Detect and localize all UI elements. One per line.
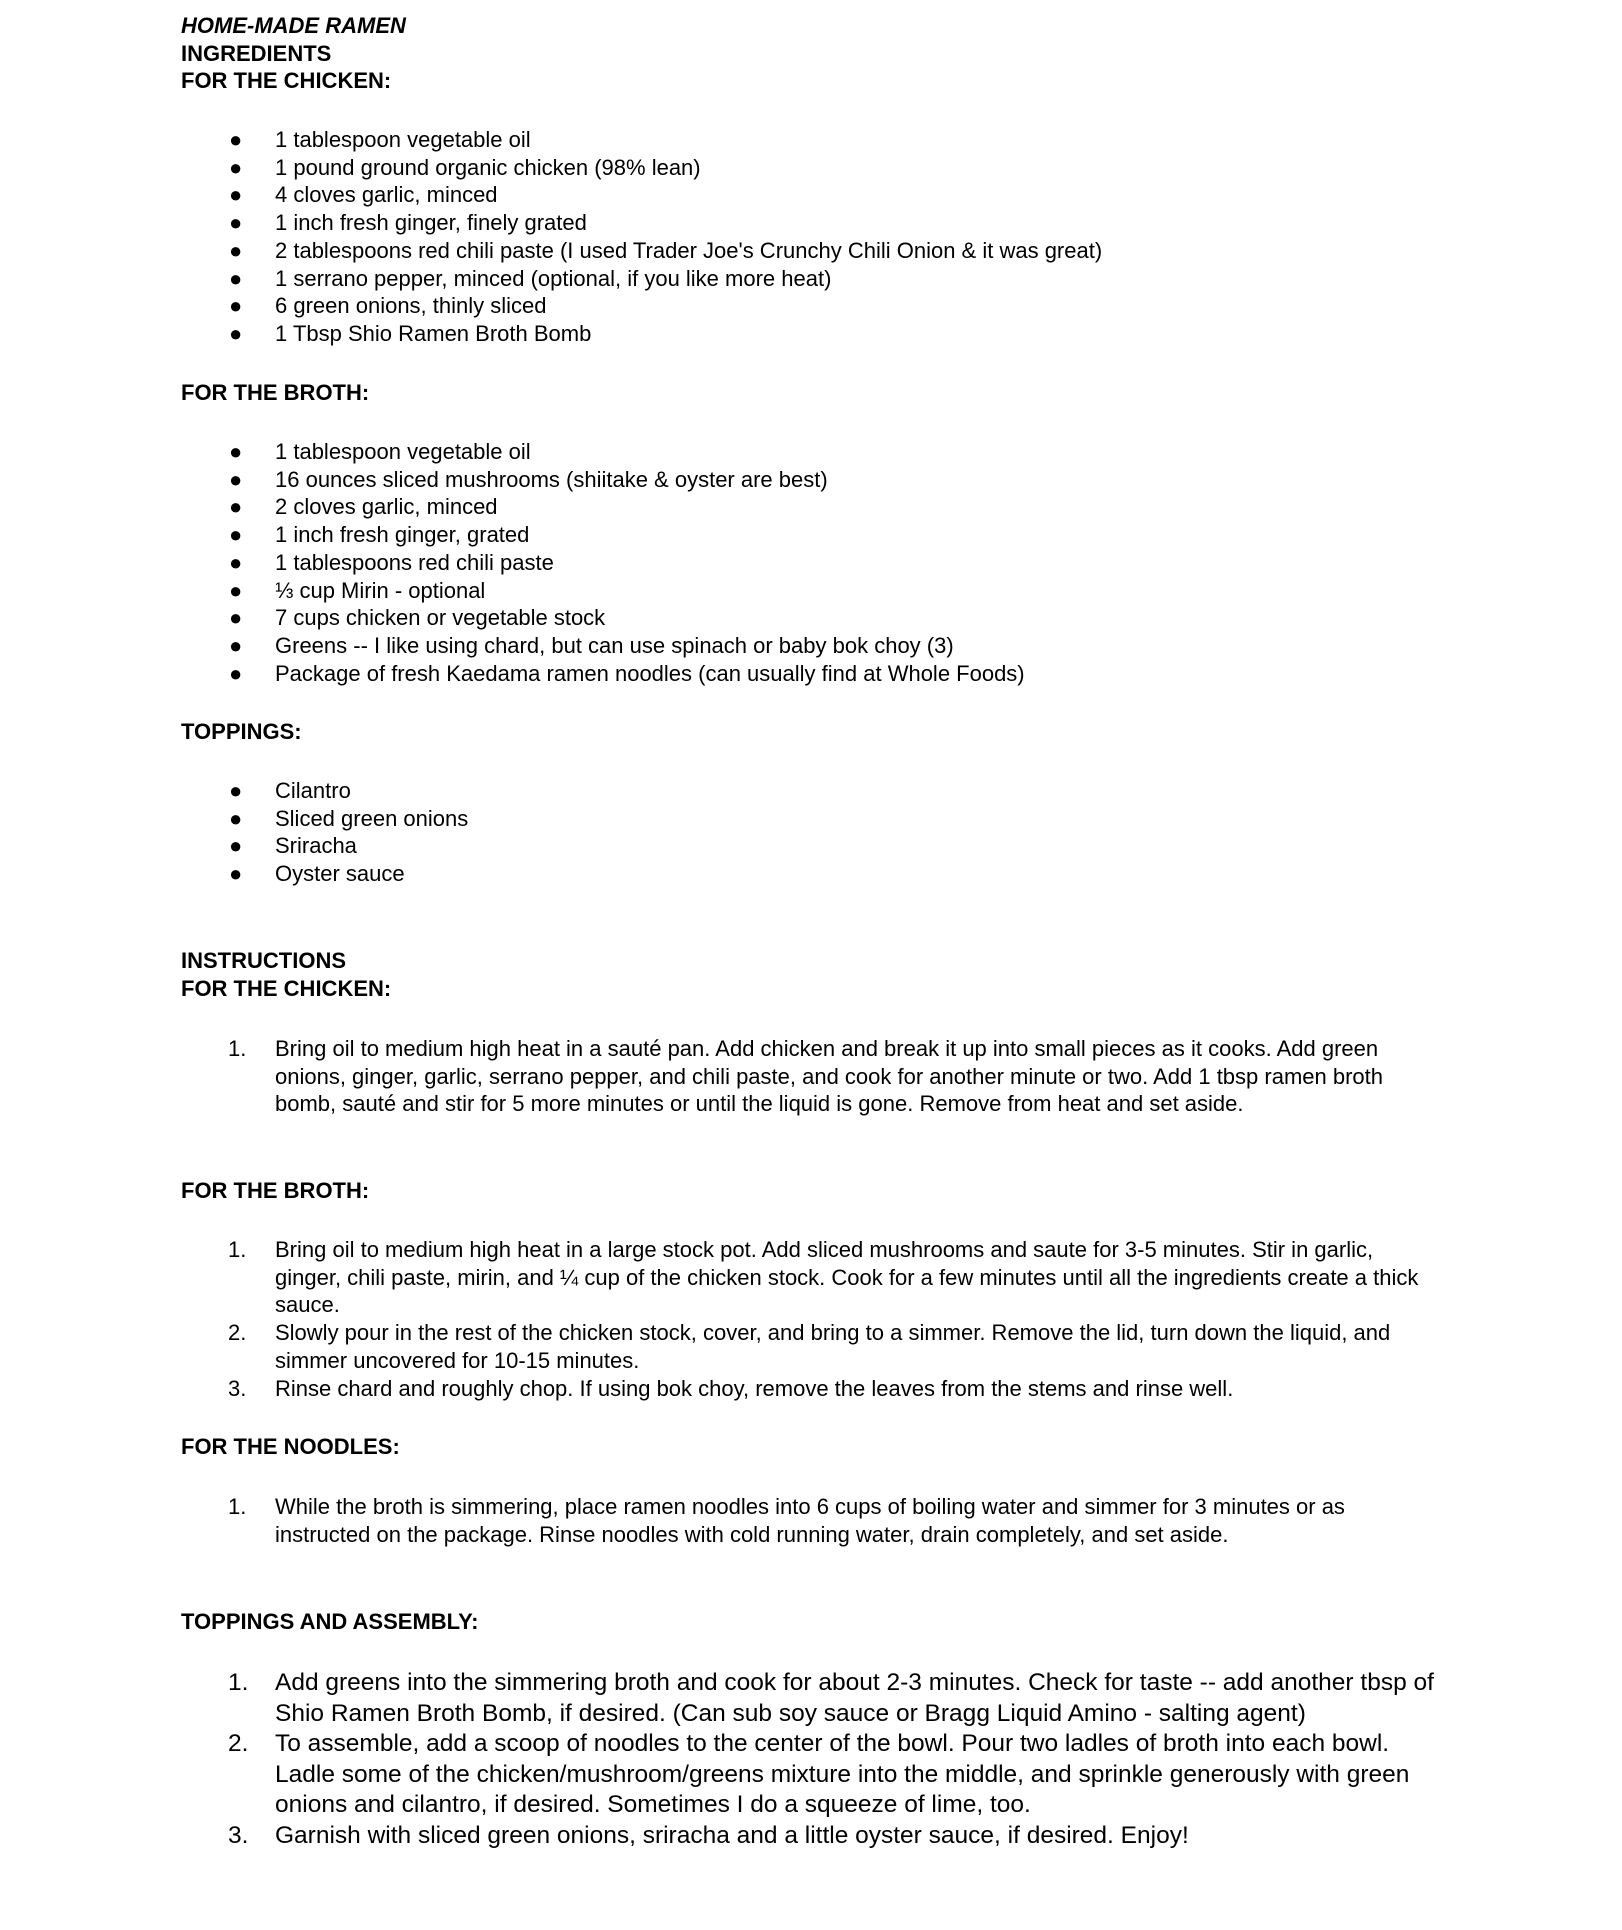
- instructions-heading: INSTRUCTIONS: [181, 948, 346, 973]
- bullet-icon: ●: [229, 466, 243, 492]
- toppings-heading: TOPPINGS:: [181, 719, 302, 744]
- step-text: Slowly pour in the rest of the chicken stock, cover, and bring to a simmer. Remove the lid, turn down the liquid, and simmer uncovered for 10-15 minutes.: [275, 1320, 1391, 1373]
- list-item: [0, 126, 1425, 154]
- step-text: Add greens into the simmering broth and cook for about 2-3 minutes. Check for taste -- add another tbsp of Shio Ramen Broth Bomb, if desired. (Can sub soy sauce or Bragg Liquid Amino - salting agent): [275, 1669, 1434, 1727]
- step-item: [0, 1319, 1425, 1374]
- list-item: [0, 265, 1425, 293]
- bullet-icon: ●: [229, 778, 243, 803]
- list-item: [0, 660, 1425, 688]
- bullet-icon: ●: [229, 861, 243, 887]
- item-text: 4 cloves garlic, minced: [275, 182, 498, 208]
- list-item: [0, 777, 1425, 805]
- broth-instructions-heading: FOR THE BROTH:: [181, 1178, 370, 1203]
- step-number: 1.: [228, 1036, 247, 1061]
- step-number: 1.: [228, 1669, 249, 1696]
- step-text: Bring oil to medium high heat in a sauté pan. Add chicken and break it up into small pieces as it cooks. Add green onions, ginger, garlic, serrano pepper, and chili paste, and cook for another minute or two. Add 1 tbsp ramen broth bomb, sauté and stir for 5 more minutes or until the liquid is gone. Remove from heat and set aside.: [275, 1036, 1384, 1117]
- item-text: 1 inch fresh ginger, grated: [275, 522, 530, 548]
- document-title: HOME-MADE RAMEN: [181, 13, 406, 38]
- list-item: [0, 209, 1425, 237]
- list-item: [0, 292, 1425, 320]
- step-number: 1.: [228, 1494, 247, 1519]
- step-item: [0, 1035, 1425, 1118]
- bullet-icon: ●: [229, 154, 243, 180]
- step-text: Garnish with sliced green onions, sriracha and a little oyster sauce, if desired. Enjoy!: [275, 1821, 1189, 1849]
- item-text: 1 tablespoons red chili paste: [275, 549, 554, 575]
- broth-ingredients-heading: FOR THE BROTH:: [181, 380, 370, 405]
- step-item: [0, 1668, 1435, 1729]
- item-text: Oyster sauce: [275, 861, 405, 887]
- item-text: 16 ounces sliced mushrooms (shiitake & oyster are best): [275, 466, 828, 492]
- bullet-icon: ●: [229, 265, 243, 291]
- chicken-ingredients-heading: FOR THE CHICKEN:: [181, 68, 392, 94]
- chicken-instructions-heading: FOR THE CHICKEN:: [181, 975, 392, 1001]
- list-item: [0, 466, 1425, 494]
- bullet-icon: ●: [229, 439, 243, 464]
- list-item: [0, 438, 1425, 466]
- bullet-icon: ●: [229, 320, 243, 346]
- item-text: 1 tablespoon vegetable oil: [275, 127, 531, 152]
- step-item: [0, 1493, 1425, 1548]
- step-number: 3.: [228, 1375, 247, 1401]
- item-text: Sriracha: [275, 833, 357, 859]
- step-item: [0, 1375, 1425, 1403]
- step-text: Bring oil to medium high heat in a large stock pot. Add sliced mushrooms and saute for 3-5 minutes. Stir in garlic, ginger, chili paste, mirin, and ¼ cup of the chicken stock. Cook for a few minutes until all the ingredients create a thick sauce.: [275, 1237, 1419, 1318]
- step-text: Rinse chard and roughly chop. If using bok choy, remove the leaves from the stems and rinse well.: [275, 1375, 1234, 1401]
- item-text: ⅓ cup Mirin - optional: [275, 577, 486, 603]
- item-text: Sliced green onions: [275, 805, 469, 831]
- list-item: [0, 181, 1425, 209]
- bullet-icon: ●: [229, 182, 243, 208]
- step-item: [0, 1821, 1435, 1852]
- step-number: 2.: [228, 1320, 247, 1346]
- list-item: [0, 493, 1425, 521]
- list-item: [0, 860, 1425, 888]
- item-text: 1 Tbsp Shio Ramen Broth Bomb: [275, 320, 592, 346]
- bullet-icon: ●: [229, 805, 243, 831]
- header-block: [181, 12, 406, 95]
- noodles-instructions-heading: FOR THE NOODLES:: [181, 1434, 400, 1459]
- assembly-heading: TOPPINGS AND ASSEMBLY:: [181, 1609, 479, 1634]
- step-item: [0, 1236, 1425, 1319]
- bullet-icon: ●: [229, 522, 243, 548]
- list-item: [0, 154, 1425, 182]
- step-item: [0, 1729, 1435, 1821]
- item-text: Cilantro: [275, 778, 351, 803]
- list-item: [0, 832, 1425, 860]
- item-text: Greens -- I like using chard, but can use spinach or baby bok choy (3): [275, 632, 954, 658]
- list-item: [0, 577, 1425, 605]
- list-item: [0, 320, 1425, 348]
- item-text: 1 tablespoon vegetable oil: [275, 439, 531, 464]
- bullet-icon: ●: [229, 237, 243, 263]
- item-text: 6 green onions, thinly sliced: [275, 293, 547, 319]
- list-item: [0, 805, 1425, 833]
- step-number: 2.: [228, 1730, 249, 1758]
- ingredients-heading: INGREDIENTS: [181, 40, 332, 66]
- step-number: 1.: [228, 1237, 247, 1262]
- item-text: 2 cloves garlic, minced: [275, 494, 498, 520]
- item-text: 7 cups chicken or vegetable stock: [275, 605, 606, 631]
- bullet-icon: ●: [229, 833, 243, 859]
- step-number: 3.: [228, 1821, 249, 1849]
- item-text: 1 serrano pepper, minced (optional, if you like more heat): [275, 265, 832, 291]
- bullet-icon: ●: [229, 494, 243, 520]
- list-item: [0, 549, 1425, 577]
- bullet-icon: ●: [229, 605, 243, 631]
- step-text: While the broth is simmering, place ramen noodles into 6 cups of boiling water and simmer for 3 minutes or as instructed on the package. Rinse noodles with cold running water, drain completely, and set aside.: [275, 1494, 1345, 1547]
- bullet-icon: ●: [229, 210, 243, 236]
- bullet-icon: ●: [229, 549, 243, 575]
- list-item: [0, 521, 1425, 549]
- list-item: [0, 237, 1425, 265]
- list-item: [0, 604, 1425, 632]
- item-text: Package of fresh Kaedama ramen noodles (can usually find at Whole Foods): [275, 660, 1025, 686]
- bullet-icon: ●: [229, 660, 243, 686]
- bullet-icon: ●: [229, 293, 243, 319]
- bullet-icon: ●: [229, 127, 243, 152]
- item-text: 1 pound ground organic chicken (98% lean): [275, 154, 701, 180]
- item-text: 1 inch fresh ginger, finely grated: [275, 210, 587, 236]
- bullet-icon: ●: [229, 577, 243, 603]
- list-item: [0, 632, 1425, 660]
- bullet-icon: ●: [229, 632, 243, 658]
- item-text: 2 tablespoons red chili paste (I used Trader Joe's Crunchy Chili Onion & it was great): [275, 237, 1103, 263]
- step-text: To assemble, add a scoop of noodles to the center of the bowl. Pour two ladles of broth into each bowl. Ladle some of the chicken/mushroom/greens mixture into the middle, and sprinkle generously with green onions and cilantro, if desired. Sometimes I do a squeeze of lime, too.: [275, 1730, 1410, 1819]
